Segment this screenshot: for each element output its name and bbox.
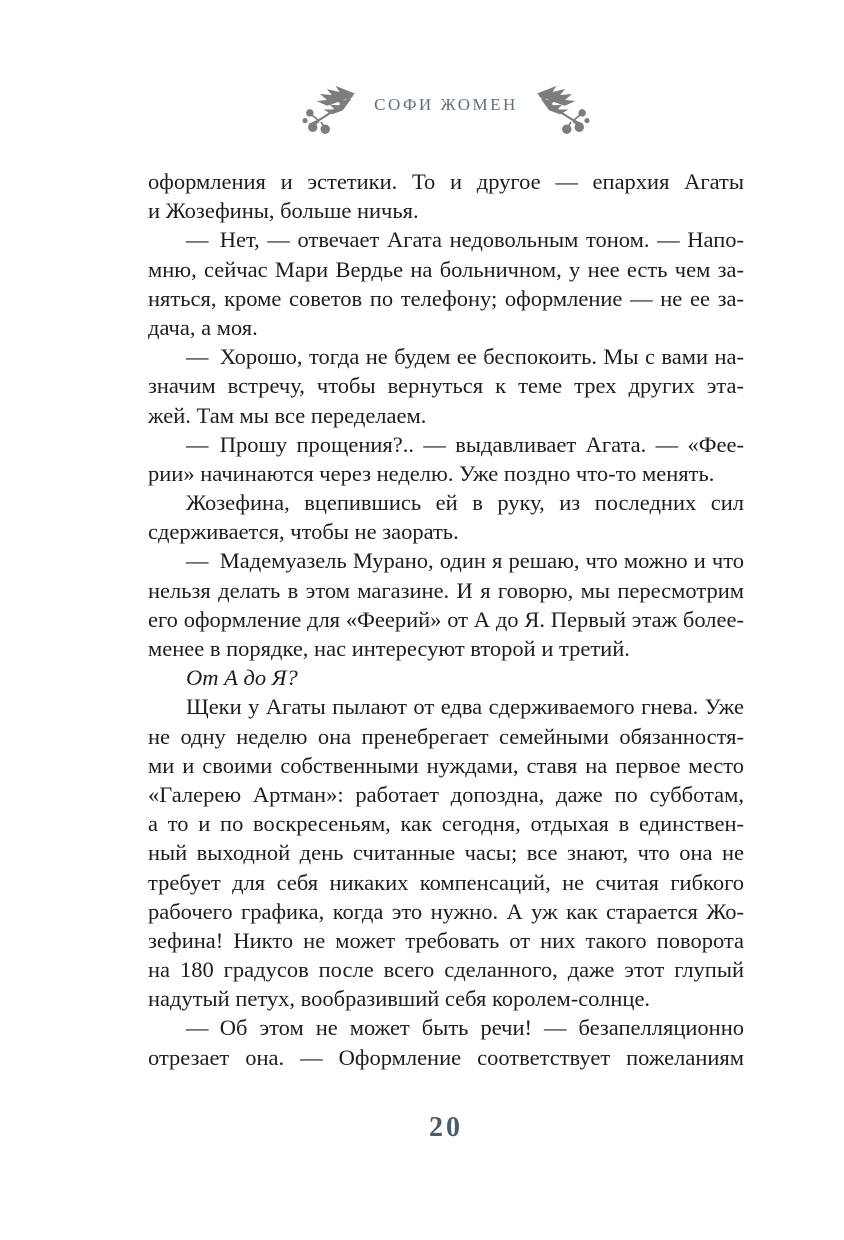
- text-line: не одну неделю она пренебрегает семейными обязанностя-: [148, 723, 744, 749]
- text-line: — Хорошо, тогда не будем ее беспокоить. Мы с вами на-: [186, 344, 744, 370]
- leaf-sprig-icon: [302, 85, 360, 135]
- text-line: — Об этом не может быть речи! — безапелляционно: [186, 1015, 744, 1041]
- text-line: ный выходной день считанные часы; все знают, что она не: [148, 840, 744, 866]
- text-line: надутый петух, вообразивший себя королем-солнце.: [148, 986, 651, 1012]
- text-line: От А до Я?: [186, 665, 298, 691]
- text-line: его оформление для «Феерий» от А до Я. Первый этаж более-: [148, 606, 744, 632]
- body-text: [148, 167, 744, 1072]
- text-line: а то и по воскресеньям, как сегодня, отдыхая в единствен-: [148, 811, 744, 837]
- text-line: оформления и эстетики. То и другое — епархия Агаты: [148, 169, 744, 194]
- text-line: — Нет, — отвечает Агата недовольным тоном. — Напо-: [186, 227, 744, 253]
- text-line: Щеки у Агаты пылают от едва сдерживаемого гнева. Уже: [186, 694, 744, 720]
- text-line: рабочего графика, когда это нужно. А уж как старается Жо-: [148, 898, 744, 924]
- text-line: — Прошу прощения?.. — выдавливает Агата. — «Фее-: [186, 431, 744, 457]
- text-line: Жозефина, вцепившись ей в руку, из последних сил: [186, 490, 744, 516]
- running-head: [148, 84, 744, 136]
- page-number: 20: [429, 1112, 463, 1143]
- text-line: «Галерею Артман»: работает допоздна, даже по субботам,: [148, 781, 744, 807]
- text-line: мню, сейчас Мари Вердье на больничном, у нее есть чем за-: [148, 256, 744, 282]
- text-line: рии» начинаются через неделю. Уже поздно что-то менять.: [148, 460, 715, 486]
- text-line: на 180 градусов после всего сделанного, даже этот глупый: [148, 957, 744, 983]
- text-line: значим встречу, чтобы вернуться к теме трех других эта-: [148, 373, 744, 399]
- text-line: и Жозефины, больше ничья.: [148, 198, 419, 224]
- text-line: отрезает она. — Оформление соответствует пожеланиям: [148, 1044, 744, 1070]
- text-line: сдерживается, чтобы не заорать.: [148, 519, 459, 545]
- text-line: менее в порядке, нас интересуют второй и третий.: [148, 636, 630, 661]
- text-line: требует для себя никаких компенсаций, не считая гибкого: [148, 869, 744, 895]
- text-line: жей. Там мы все переделаем.: [148, 402, 427, 428]
- text-line: нельзя делать в этом магазине. И я говорю, мы пересмотрим: [148, 577, 744, 603]
- text-line: — Мадемуазель Мурано, один я решаю, что можно и что: [186, 548, 744, 574]
- author-name: СОФИ ЖОМЕН: [374, 95, 518, 114]
- text-line: дача, а моя.: [148, 314, 258, 340]
- text-line: зефина! Никто не может требовать от них такого поворота: [148, 927, 744, 953]
- text-line: няться, кроме советов по телефону; оформление — не ее за-: [148, 285, 744, 311]
- leaf-sprig-icon: [532, 85, 590, 135]
- text-line: ми и своими собственными нуждами, ставя на первое место: [148, 752, 744, 778]
